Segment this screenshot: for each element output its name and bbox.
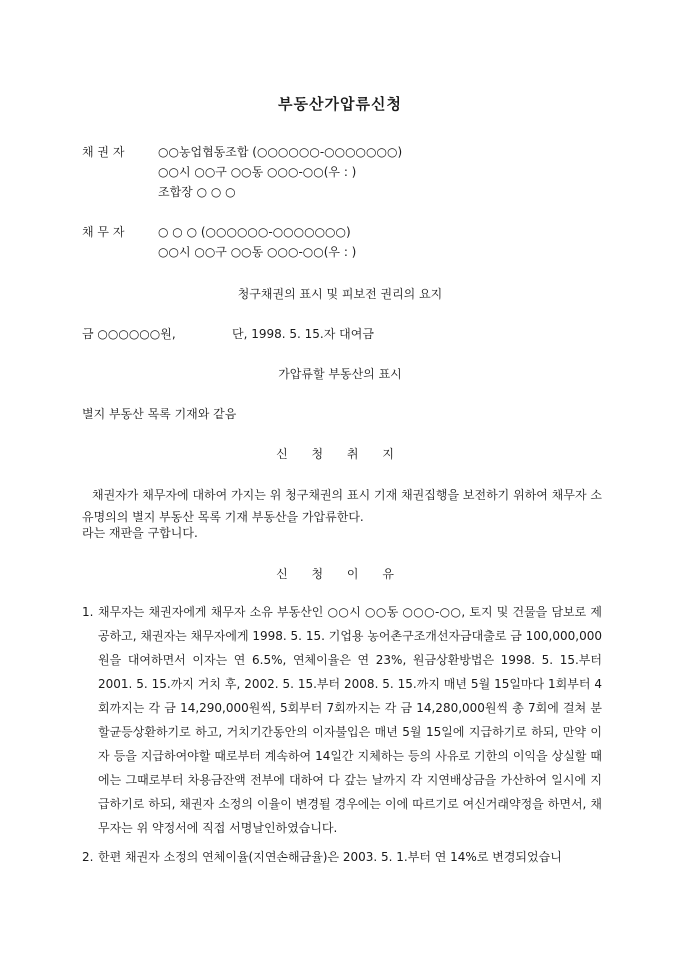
- claim-heading: 청구채권의 표시 및 피보전 권리의 요지: [237, 287, 443, 301]
- reason-item-text: 채무자는 채권자에게 채무자 소유 부동산인 ○○시 ○○동 ○○○-○○, 토지 및 건물을 담보로 제공하고, 채권자는 채무자에게 1998. 5. 15. 기업용 농어촌구조개선자금대출로 금 100,000,000원을 대여하면서 이자는 연 6.5%, 연체이율은 연 23%, 원금상환방법은 1998. 5. 15.부터 2001. 5. 15.까지 거치 후, 2002. 5. 15.부터 2008. 5. 15.까지 매년 5월 15일마다 1회부터 4회까지는 각 금 14,290,000원씩, 5회부터 7회까지는 각 금 14,280,000원씩 총 7회에 걸쳐 분할균등상환하기로 하고, 거치기간동안의 이자불입은 매년 5월 15일에 지급하기로 하되, 만약 이자 등을 지급하여야할 때로부터 계속하여 14일간 지체하는 등의 사유로 기한의 이익을 상실할 때에는 그때로부터 차용금잔액 전부에 대하여 다 갚는 날까지 각 지연배상금을 가산하여 일시에 지급하기로 하되, 채권자 소정의 이율이 변경될 경우에는 이에 따르기로 여신거래약정을 하면서, 채무자는 위 약정서에 직접 서명날인하였습니다.: [98, 605, 602, 835]
- claim-detail: 단, 1998. 5. 15.자 대여금: [232, 327, 374, 341]
- debtor-address: ○○시 ○○구 ○○동 ○○○-○○(우 : ): [158, 245, 357, 259]
- reason-item-number: 1.: [82, 605, 94, 619]
- creditor-address: ○○시 ○○구 ○○동 ○○○-○○(우 : ): [158, 165, 357, 179]
- reason-item-number: 2.: [82, 850, 94, 864]
- reason-item-text: 한편 채권자 소정의 연체이율(지연손해금율)은 2003. 5. 1.부터 연 14%로 변경되었습니: [98, 850, 562, 864]
- document-title: 부동산가압류신청: [278, 95, 402, 113]
- purpose-text: 채권자가 채무자에 대하여 가지는 위 청구채권의 표시 기재 채권집행을 보전하기 위하여 채무자 소유명의의 별지 부동산 목록 기재 부동산을 가압류한다.: [82, 488, 602, 524]
- creditor-label: 채 권 자: [82, 145, 125, 159]
- property-heading: 가압류할 부동산의 표시: [278, 367, 402, 381]
- claim-amount: 금 ○○○○○○원,: [82, 327, 176, 341]
- reason-item: [82, 845, 602, 869]
- debtor-label: 채 무 자: [82, 225, 125, 239]
- creditor-name: ○○농업협동조합 (○○○○○○-○○○○○○○): [158, 145, 403, 159]
- purpose-heading: 신 청 취 지: [276, 447, 404, 461]
- reason-heading: 신 청 이 유: [276, 567, 404, 581]
- debtor-name: ○ ○ ○ (○○○○○○-○○○○○○○): [158, 225, 351, 239]
- creditor-representative: 조합장 ○ ○ ○: [158, 185, 236, 199]
- property-text: 별지 부동산 목록 기재와 같음: [82, 407, 237, 421]
- reason-item: [82, 600, 602, 835]
- purpose-closing: 라는 재판을 구합니다.: [82, 526, 198, 540]
